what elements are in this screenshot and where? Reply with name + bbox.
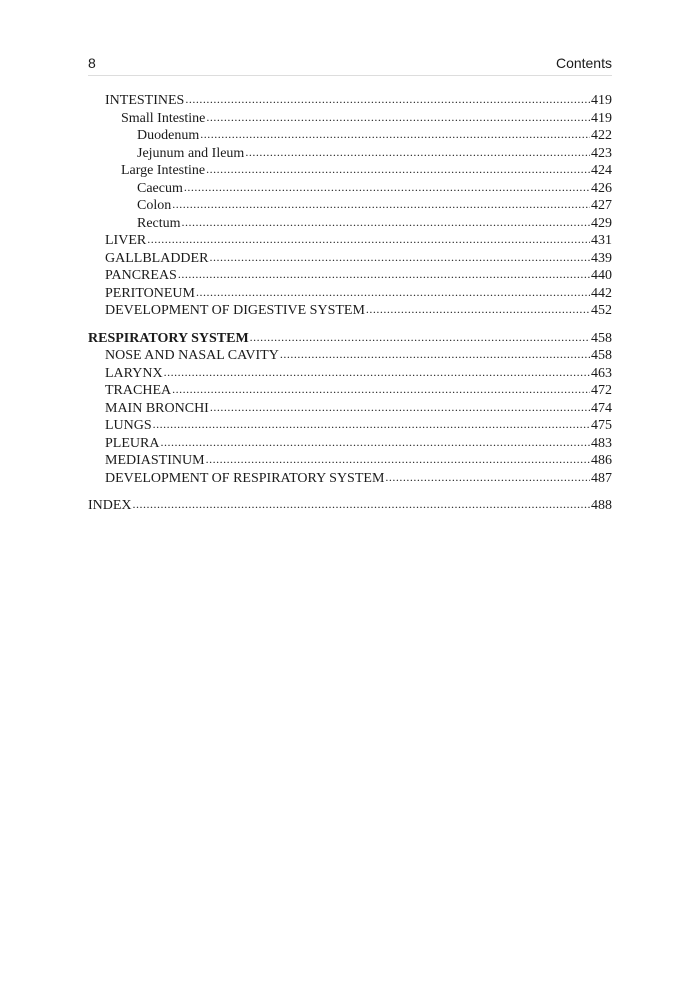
- dot-leader: [280, 346, 590, 364]
- toc-entry[interactable]: [88, 145, 612, 163]
- toc-entry[interactable]: [88, 250, 612, 268]
- running-title: Contents: [555, 55, 612, 71]
- table-of-contents: [88, 92, 612, 515]
- toc-entry-page: 483: [591, 435, 612, 451]
- toc-entry-label: MEDIASTINUM: [105, 453, 205, 468]
- dot-leader: [206, 109, 590, 127]
- toc-entry-label: INDEX: [88, 498, 132, 513]
- toc-entry[interactable]: [88, 452, 612, 470]
- dot-leader: [210, 399, 590, 417]
- toc-entry-label: GALLBLADDER: [105, 250, 209, 266]
- toc-entry[interactable]: [88, 330, 612, 348]
- toc-entry-page: 488: [591, 498, 612, 513]
- dot-leader: [172, 196, 590, 214]
- dot-leader: [133, 496, 590, 514]
- dot-leader: [206, 161, 590, 179]
- toc-entry-page: 423: [591, 145, 612, 161]
- toc-entry-label: RESPIRATORY SYSTEM: [88, 330, 249, 346]
- toc-entry-label: LIVER: [105, 233, 147, 248]
- toc-entry[interactable]: [88, 400, 612, 418]
- toc-entry[interactable]: [88, 382, 612, 400]
- dot-leader: [366, 301, 590, 319]
- dot-leader: [147, 231, 590, 249]
- toc-entry-label: TRACHEA: [105, 383, 172, 398]
- toc-entry-label: Rectum: [137, 215, 181, 231]
- dot-leader: [196, 284, 590, 302]
- toc-entry[interactable]: [88, 497, 612, 515]
- toc-entry-page: 429: [591, 215, 612, 231]
- toc-entry-page: 442: [591, 285, 612, 301]
- dot-leader: [250, 329, 590, 347]
- dot-leader: [184, 179, 590, 197]
- page-header: [88, 55, 612, 76]
- dot-leader: [209, 249, 590, 267]
- dot-leader: [178, 266, 590, 284]
- toc-entry-page: 439: [591, 250, 612, 266]
- toc-entry-label: Duodenum: [137, 128, 200, 143]
- toc-entry-page: 427: [591, 198, 612, 213]
- toc-entry[interactable]: [88, 285, 612, 303]
- page-number: 8: [88, 55, 96, 71]
- toc-entry-page: 424: [591, 163, 612, 178]
- toc-entry-label: INTESTINES: [105, 93, 185, 108]
- toc-entry-page: 472: [591, 383, 612, 398]
- toc-entry-label: PANCREAS: [105, 268, 177, 283]
- toc-entry-page: 486: [591, 453, 612, 468]
- dot-leader: [206, 451, 590, 469]
- dot-leader: [153, 416, 590, 434]
- toc-entry-label: Caecum: [137, 180, 183, 196]
- toc-entry-label: Colon: [137, 198, 172, 213]
- toc-entry[interactable]: [88, 162, 612, 180]
- toc-entry-label: Small Intestine: [121, 110, 206, 126]
- toc-entry[interactable]: [88, 180, 612, 198]
- toc-entry-label: MAIN BRONCHI: [105, 400, 209, 416]
- dot-leader: [245, 144, 590, 162]
- dot-leader: [185, 91, 590, 109]
- toc-entry[interactable]: [88, 267, 612, 285]
- toc-entry-label: LUNGS: [105, 418, 152, 433]
- toc-entry[interactable]: [88, 417, 612, 435]
- toc-entry[interactable]: [88, 197, 612, 215]
- toc-entry-page: 474: [591, 400, 612, 416]
- toc-entry-page: 458: [591, 348, 612, 363]
- toc-entry[interactable]: [88, 110, 612, 128]
- toc-entry-label: DEVELOPMENT OF RESPIRATORY SYSTEM: [105, 470, 385, 486]
- toc-entry[interactable]: [88, 470, 612, 488]
- dot-leader: [160, 434, 590, 452]
- toc-entry-page: 487: [591, 470, 612, 486]
- toc-entry[interactable]: [88, 365, 612, 383]
- toc-entry-label: NOSE AND NASAL CAVITY: [105, 348, 279, 363]
- toc-entry-page: 440: [591, 268, 612, 283]
- dot-leader: [200, 126, 590, 144]
- toc-entry[interactable]: [88, 215, 612, 233]
- toc-entry-page: 431: [591, 233, 612, 248]
- toc-entry[interactable]: [88, 302, 612, 320]
- dot-leader: [385, 469, 590, 487]
- toc-entry-label: PLEURA: [105, 435, 160, 451]
- toc-entry-label: DEVELOPMENT OF DIGESTIVE SYSTEM: [105, 303, 365, 318]
- toc-entry[interactable]: [88, 232, 612, 250]
- toc-entry-page: 458: [591, 330, 612, 346]
- toc-entry[interactable]: [88, 435, 612, 453]
- dot-leader: [172, 381, 590, 399]
- toc-entry-label: Jejunum and Ileum: [137, 145, 245, 161]
- toc-entry[interactable]: [88, 92, 612, 110]
- dot-leader: [164, 364, 590, 382]
- toc-entry-page: 419: [591, 93, 612, 108]
- toc-entry-label: Large Intestine: [121, 163, 206, 178]
- toc-entry-page: 452: [591, 303, 612, 318]
- toc-entry[interactable]: [88, 347, 612, 365]
- toc-entry[interactable]: [88, 127, 612, 145]
- toc-entry-page: 463: [591, 365, 612, 381]
- toc-entry-label: LARYNX: [105, 365, 163, 381]
- toc-entry-page: 426: [591, 180, 612, 196]
- toc-entry-page: 422: [591, 128, 612, 143]
- toc-entry-label: PERITONEUM: [105, 285, 195, 301]
- toc-entry-page: 419: [591, 110, 612, 126]
- dot-leader: [182, 214, 590, 232]
- toc-entry-page: 475: [591, 418, 612, 433]
